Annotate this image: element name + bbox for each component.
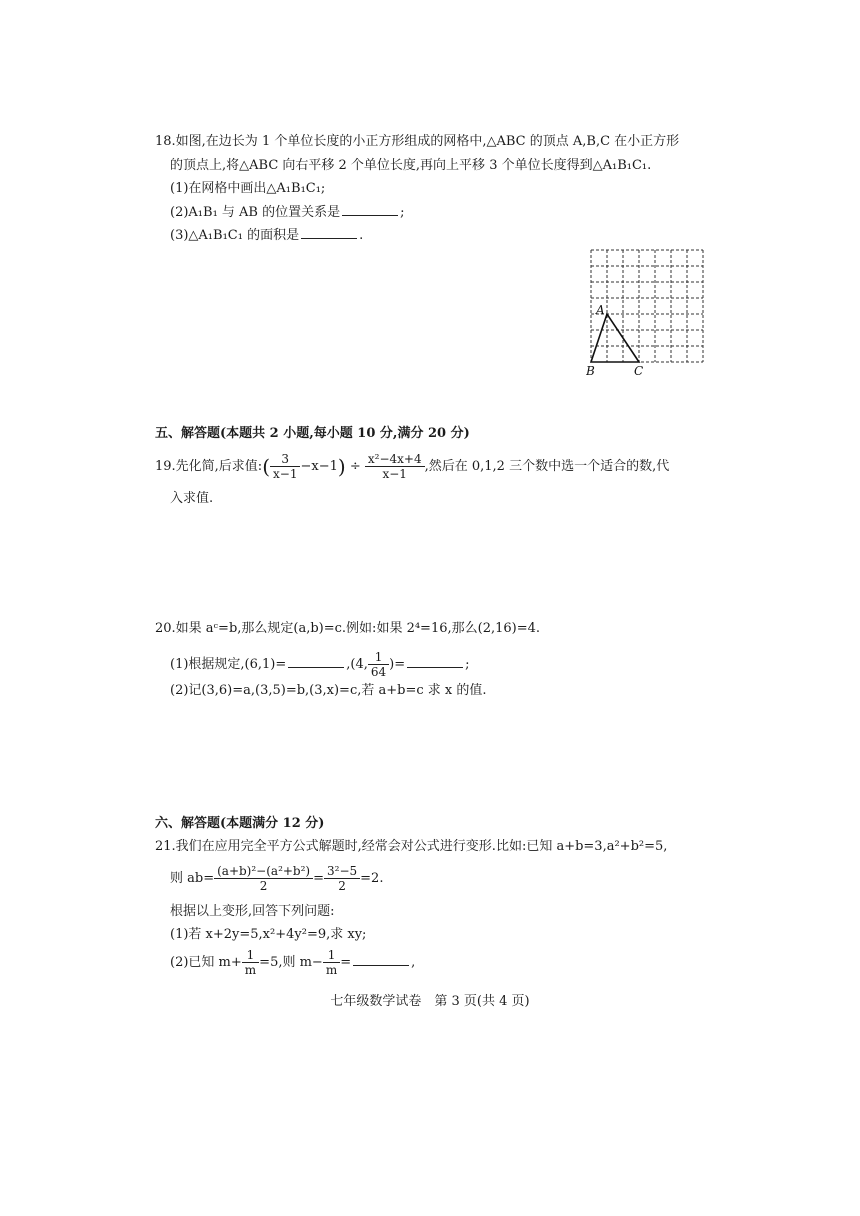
q21-line2-start: 则 ab= bbox=[170, 871, 215, 886]
q21-part2-fraction-1: $\frac{1}{m}$ bbox=[242, 948, 259, 977]
q21-line1: 21.我们在应用完全平方公式解题时,经常会对公式进行变形.比如:已知 a+b=3,a²+b²=5, bbox=[155, 839, 668, 854]
q19-line1 bbox=[155, 452, 669, 481]
q19-suffix: ,然后在 0,1,2 三个数中选一个适合的数,代 bbox=[424, 459, 670, 474]
q18-part2-text: (2)A₁B₁ 与 AB 的位置关系是 bbox=[170, 205, 341, 220]
q20-part1-text: (1)根据规定,(6,1)= bbox=[170, 657, 287, 672]
q18-part3-text: (3)△A₁B₁C₁ 的面积是 bbox=[170, 228, 300, 243]
vertex-label-a: A bbox=[596, 303, 605, 317]
grid-figure bbox=[586, 246, 708, 376]
q21-line3: 根据以上变形,回答下列问题: bbox=[170, 904, 335, 919]
q21-eq: = bbox=[313, 871, 325, 886]
q18-line1: 18.如图,在边长为 1 个单位长度的小正方形组成的网格中,△ABC 的顶点 A,B,C 在小正方形 bbox=[155, 134, 680, 149]
answer-blank[interactable] bbox=[407, 655, 463, 668]
q21-part2 bbox=[170, 948, 415, 977]
q19-fraction-2: $\frac{\text{x²−4x+4}}{x-1}$ bbox=[365, 452, 425, 481]
q19-div: ÷ bbox=[349, 459, 361, 474]
answer-blank[interactable] bbox=[353, 953, 409, 966]
q20-part1 bbox=[170, 650, 470, 679]
q20-part1-end: ; bbox=[465, 657, 470, 672]
q20-fraction: $\frac{1}{64}$ bbox=[368, 650, 389, 679]
q18-part1: (1)在网格中画出△A₁B₁C₁; bbox=[170, 181, 326, 196]
q20-line1: 20.如果 aᶜ=b,那么规定(a,b)=c.例如:如果 2⁴=16,那么(2,16)=4. bbox=[155, 621, 541, 636]
q20-part1-close: )= bbox=[389, 657, 406, 672]
q19-mid: −x−1 bbox=[300, 459, 338, 474]
open-paren: ( bbox=[262, 454, 270, 479]
q21-part2-fraction-2: $\frac{1}{m}$ bbox=[323, 948, 340, 977]
q19-line2: 入求值. bbox=[170, 491, 214, 506]
close-paren: ) bbox=[337, 454, 346, 479]
q21-fraction-2: $\frac{\text{3²−5}}{2}$ bbox=[324, 864, 360, 893]
section-5-heading: 五、解答题(本题共 2 小题,每小题 10 分,满分 20 分) bbox=[155, 426, 470, 441]
q21-part1: (1)若 x+2y=5,x²+4y²=9,求 xy; bbox=[170, 927, 367, 942]
triangle-abc bbox=[591, 314, 639, 362]
q19-prefix: 19.先化简,后求值: bbox=[155, 459, 263, 474]
q18-line2: 的顶点上,将△ABC 向右平移 2 个单位长度,再向上平移 3 个单位长度得到△A₁B₁C₁. bbox=[170, 158, 652, 173]
q20-part2: (2)记(3,6)=a,(3,5)=b,(3,x)=c,若 a+b=c 求 x 的值. bbox=[170, 683, 487, 698]
q21-line2-end: =2. bbox=[360, 871, 384, 886]
q18-part3-end: . bbox=[359, 228, 364, 243]
answer-blank[interactable] bbox=[342, 203, 398, 216]
q19-fraction-1: $\frac{3}{x-1}$ bbox=[270, 452, 300, 481]
grid-lines bbox=[591, 250, 703, 362]
vertex-label-c: C bbox=[634, 364, 644, 376]
q21-line2 bbox=[170, 864, 383, 893]
q18-part3 bbox=[170, 226, 363, 245]
q21-part2-start: (2)已知 m+ bbox=[170, 955, 242, 970]
q18-part2-end: ; bbox=[400, 205, 405, 220]
page-footer: 七年级数学试卷 第 3 页(共 4 页) bbox=[330, 994, 530, 1009]
section-6-heading: 六、解答题(本题满分 12 分) bbox=[155, 816, 325, 831]
vertex-label-b: B bbox=[586, 364, 595, 376]
answer-blank[interactable] bbox=[288, 655, 344, 668]
q20-part1-mid: ,(4, bbox=[346, 657, 368, 672]
q21-part2-end: , bbox=[411, 955, 416, 970]
answer-blank[interactable] bbox=[301, 226, 357, 239]
q21-fraction-1: $\frac{\text{(a+b)²−(a²+b²)}}{2}$ bbox=[214, 864, 313, 893]
q21-part2-mid: =5,则 m− bbox=[259, 955, 323, 970]
q18-part2 bbox=[170, 203, 405, 222]
q21-part2-eq: = bbox=[340, 955, 352, 970]
